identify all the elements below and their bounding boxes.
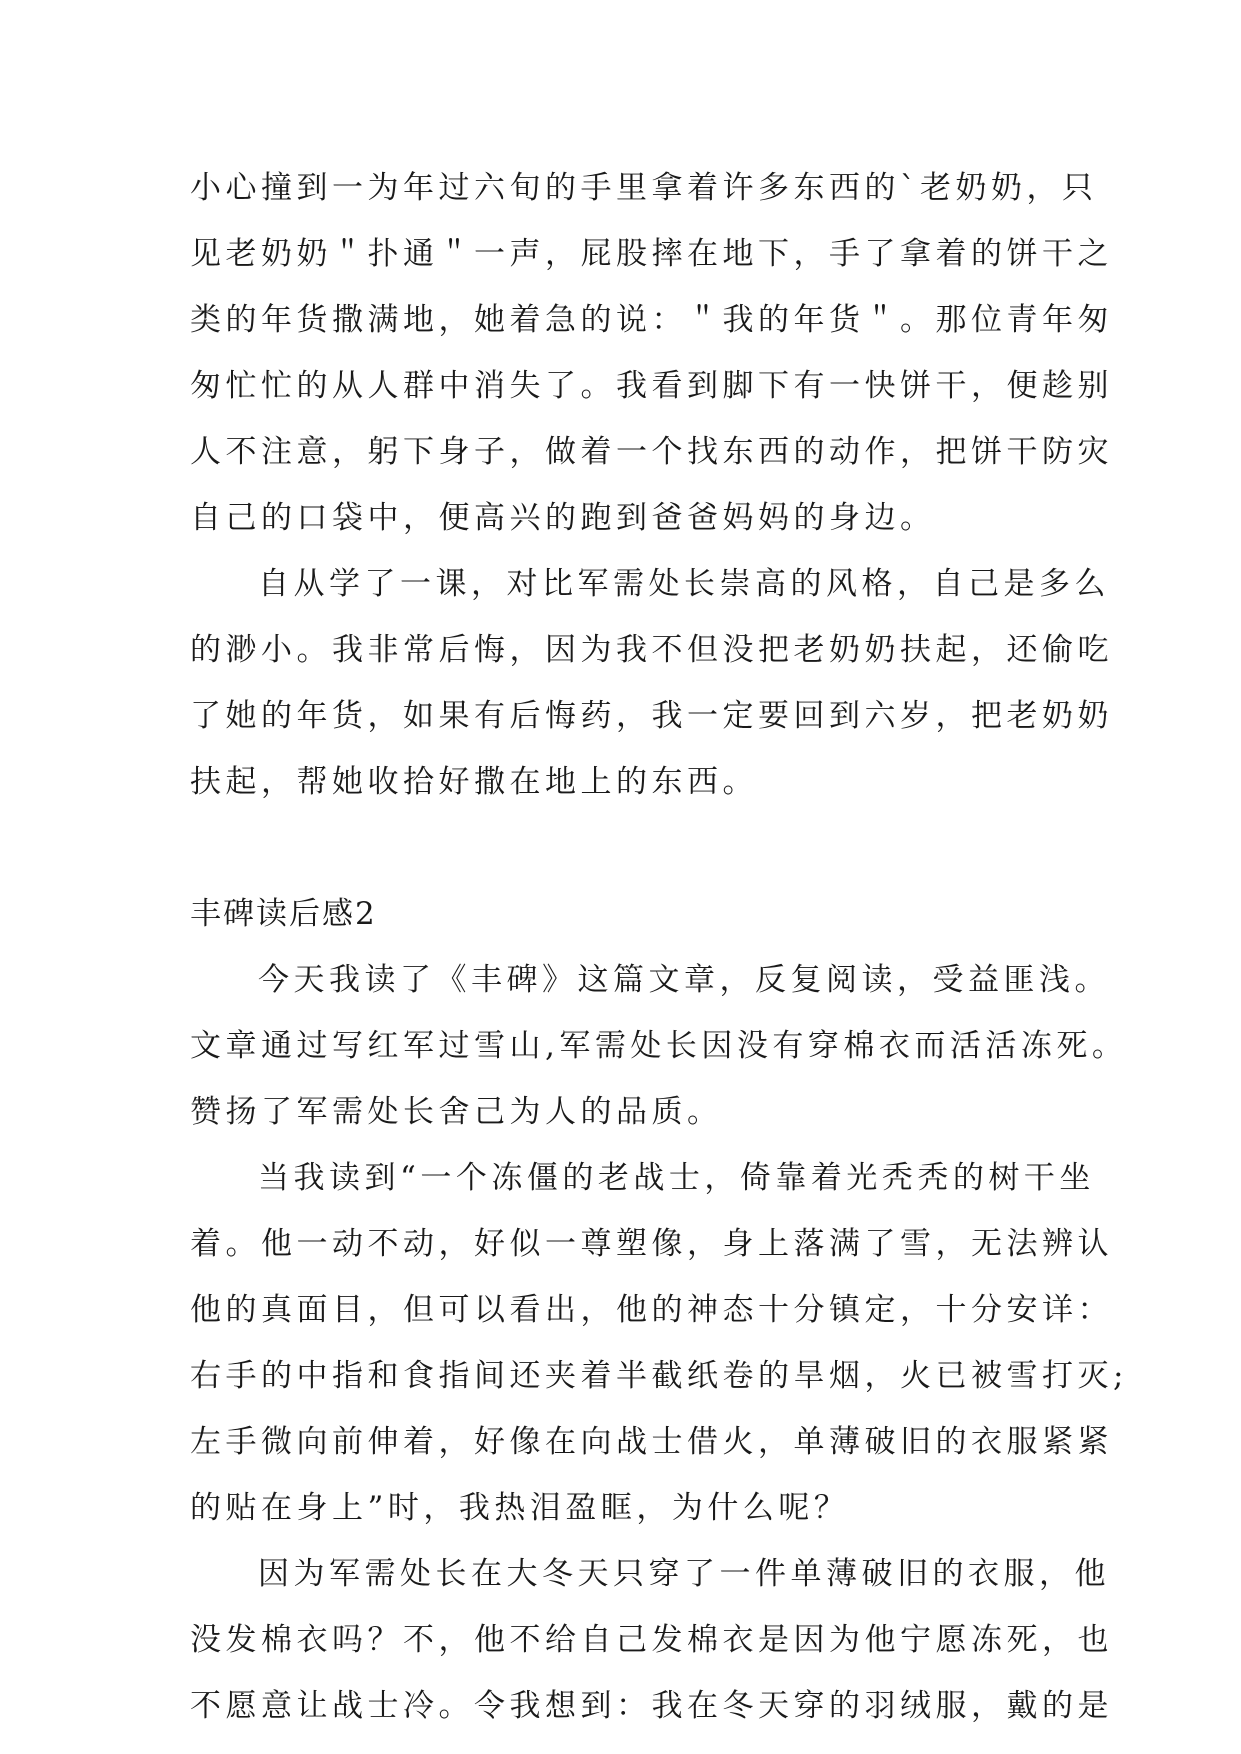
text-line: 左手微向前伸着，好像在向战士借火，单薄破旧的衣服紧紧 <box>190 1424 1113 1460</box>
text-line: 自从学了一课，对比军需处长崇高的风格，自己是多么 <box>258 566 1110 602</box>
paragraph-reflection <box>190 551 1113 815</box>
text-line: 今天我读了《丰碑》这篇文章，反复阅读，受益匪浅。 <box>258 962 1110 998</box>
text-line: 自己的口袋中，便高兴的跑到爸爸妈妈的身边。 <box>190 500 936 536</box>
text-line: 赞扬了军需处长舍己为人的品质。 <box>190 1094 723 1130</box>
paragraph-explanation <box>190 1541 1113 1739</box>
text-line: 他的真面目，但可以看出，他的神态十分镇定，十分安详： <box>190 1292 1113 1328</box>
text-line: 扶起，帮她收拾好撒在地上的东西。 <box>190 764 758 800</box>
text-line: 因为军需处长在大冬天只穿了一件单薄破旧的衣服，他 <box>258 1556 1110 1592</box>
text-line: 当我读到“一个冻僵的老战士，倚靠着光秃秃的树干坐 <box>258 1160 1095 1196</box>
text-line: 了她的年货，如果有后悔药，我一定要回到六岁，把老奶奶 <box>190 698 1113 734</box>
text-line: 的贴在身上”时，我热泪盈眶，为什么呢？ <box>190 1490 850 1526</box>
paragraph-continued <box>190 155 1113 551</box>
paragraph-quote <box>190 1145 1128 1541</box>
text-line: 小心撞到一为年过六旬的手里拿着许多东西的`老奶奶，只 <box>190 170 1098 206</box>
text-line: 右手的中指和食指间还夹着半截纸卷的旱烟，火已被雪打灭; <box>190 1358 1128 1394</box>
paragraph-intro <box>190 947 1128 1145</box>
text-line: 没发棉衣吗？不，他不给自己发棉衣是因为他宁愿冻死，也 <box>190 1622 1113 1658</box>
text-line: 不愿意让战士冷。令我想到：我在冬天穿的羽绒服，戴的是 <box>190 1688 1113 1724</box>
text-line: 人不注意，躬下身子，做着一个找东西的动作，把饼干防灾 <box>190 434 1113 470</box>
text-line: 见老奶奶＂扑通＂一声，屁股摔在地下，手了拿着的饼干之 <box>190 236 1113 272</box>
text-line: 类的年货撒满地，她着急的说：＂我的年货＂。那位青年匆 <box>190 302 1113 338</box>
text-line: 文章通过写红军过雪山,军需处长因没有穿棉衣而活活冻死。 <box>190 1028 1128 1064</box>
text-line: 匆忙忙的从人群中消失了。我看到脚下有一快饼干，便趁别 <box>190 368 1113 404</box>
section-heading: 丰碑读后感2 <box>190 896 377 932</box>
document-body <box>190 155 1128 1739</box>
section-spacer <box>190 815 1050 881</box>
text-line: 着。他一动不动，好似一尊塑像，身上落满了雪，无法辨认 <box>190 1226 1113 1262</box>
text-line: 的渺小。我非常后悔，因为我不但没把老奶奶扶起，还偷吃 <box>190 632 1113 668</box>
